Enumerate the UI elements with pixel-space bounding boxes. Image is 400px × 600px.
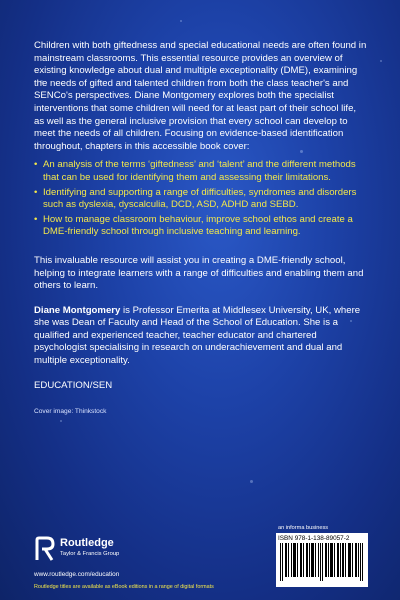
chapter-bullets [34, 159, 368, 239]
publisher-name: Routledge [60, 537, 114, 549]
bullet-item: • Identifying and supporting a range of difficulties, syndromes and disorders such as dyslexia, dyscalculia, DCD, ASD, ADHD and SEBD. [34, 187, 368, 212]
author-name: Diane Montgomery [34, 304, 121, 316]
subject-category: EDUCATION/SEN [34, 379, 113, 391]
bullet-item: • An analysis of the terms ‘giftedness’ and ‘talent’ and the different methods that can be used for identifying them and assessing their limitations. [34, 159, 368, 184]
publisher-subtitle: Taylor & Francis Group [60, 551, 120, 557]
resource-paragraph: This invaluable resource will assist you in creating a DME-friendly school, helping to integrate learners with a range of difficulties and enabling them and others to learn. [34, 254, 364, 292]
back-cover-text [34, 40, 368, 419]
informa-tagline: an informa business [278, 525, 329, 531]
intro-paragraph: Children with both giftedness and special educational needs are often found in mainstream classrooms. This essential resource provides an overview of existing knowledge about dual and multiple exceptionality (DME), examining the needs of gifted and talented children from both the class teacher's and SENCo's perspectives. Diane Montgomery explores both the specialist interventions that some children will need for at least part of their school life, as well as the general inclusive provision that every school can develop to meet the needs of all children. Focusing on evidence-based identification throughout, chapters in this accessible book cover: [34, 40, 367, 152]
routledge-logo-icon [34, 536, 56, 562]
footer [0, 525, 400, 600]
cover-credit: Cover image: Thinkstock [34, 408, 107, 416]
publisher-logo [34, 535, 184, 565]
ebook-note: Routledge titles are available as eBook editions in a range of digital formats [34, 584, 214, 590]
barcode-icon [278, 543, 366, 585]
author-bio-text: is Professor Emerita at Middlesex University, UK, where she was Dean of Faculty and Head of the School of Education. She is a qualified and experienced teacher, teacher educator and chartered psychologist specialising in research on underachievement and dual and multiple exceptionality. [34, 304, 361, 367]
barcode-box [276, 533, 368, 587]
publisher-url[interactable]: www.routledge.com/education [34, 571, 120, 578]
isbn-text: ISBN 978-1-138-89057-2 [278, 535, 350, 542]
author-bio [34, 305, 368, 368]
bullet-item: • How to manage classroom behaviour, improve school ethos and create a DME-friendly school through inclusive teaching and learning. [34, 214, 368, 239]
